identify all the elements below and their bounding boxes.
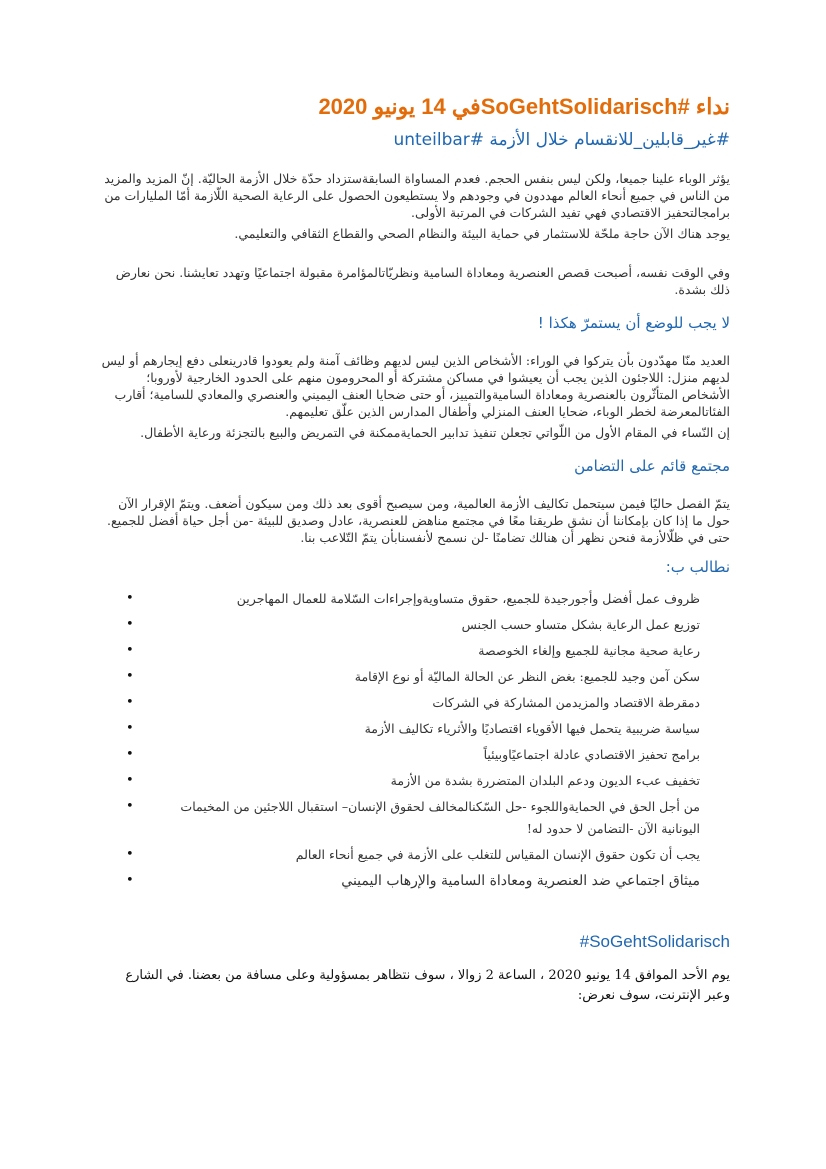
page-title: نداء #SoGehtSolidarischفي 14 يونيو 2020: [318, 94, 730, 119]
bullet-icon: •: [126, 873, 134, 888]
demand-item: [98, 844, 730, 866]
demand-item: [98, 666, 730, 688]
demand-text: ميثاق اجتماعي ضد العنصرية ومعاداة السامية والإرهاب اليميني: [341, 873, 700, 889]
situation-paragraph-1: العديد منّا مهدّدون بأن يتركوا في الوراء: الأشخاص الذين ليس لديهم وظائف آمنة ولم يعودوا قادرينعلى دفع إيجارهم أو ليس لديهم منزل: اللاجئون الذين يجب أن يعيشوا في مساكن مشتركة أو المحرومون منهم على الحدود الخارجية لأوروبا؛ الأشخاص المتأثّرون بالعنصرية ومعاداة الساميةوالتمييز، أو حتى ضحايا العنف اليميني والعنصري والمعادي للسامية؛ أقارب الفئاتالمعرضة لخطر الوباء، ضحايا العنف المنزلي وأطفال المدارس الذين علّق تعليمهم.: [101, 353, 730, 419]
bullet-icon: •: [126, 773, 134, 788]
demand-text: ظروف عمل أفضل وأجورجيدة للجميع، حقوق متساويةوإجراءات السّلامة للعمال المهاجرين: [236, 591, 700, 606]
intro-paragraph-1: يؤثر الوباء علينا جميعا، ولكن ليس بنفس الحجم. فعدم المساواة السابقةستزداد حدّة خلال الأزمة الحاليّة. إنّ المزيد والمزيد من الناس في جميع أنحاء العالم مهددون في وجودهم ولا يستطيعون الحصول على الرعاية الصحية اللّازمة أمّا المليارات من برامجالتحفيز الاقتصادي فهي تفيد الشركات في المرتبة الأولى.: [104, 171, 730, 220]
solidarity-paragraph: يتمّ الفصل حاليًا فيمن سيتحمل تكاليف الأزمة العالمية، ومن سيصبح أقوى بعد ذلك ومن سيكون أضعف. ويتمّ الإقرار الآن حول ما إذا كان بإمكاننا أن نشق طريقنا معًا في مجتمع مناهض للعنصرية، عادل وصديق للبيئة -من أجل حياة أفضل للجميع. حتى في ظلّالأزمة فنحن نظهر أن هنالك تضامنًا -لن نسمح لأنفسنابأن يتمّ التّلاعب بنا.: [107, 496, 730, 545]
bullet-icon: •: [126, 643, 134, 658]
demand-text: سكن آمن وجيد للجميع: بغض النظر عن الحالة الماليّة أو نوع الإقامة: [354, 669, 700, 684]
demand-item: [98, 744, 730, 766]
demand-text: يجب أن تكون حقوق الإنسان المقياس للتغلب على الأزمة في جميع أنحاء العالم: [295, 847, 700, 862]
closing-paragraph: يوم الأحد الموافق 14 يونيو 2020 ، الساعة 2 زوالا ، سوف نتظاهر بمسؤولية وعلى مسافة من بعضنا. في الشارع وعبر الإنترنت، سوف نعرض:: [125, 968, 730, 1003]
demand-item: [98, 870, 730, 892]
bullet-icon: •: [126, 721, 134, 736]
demand-text: دمقرطة الاقتصاد والمزيدمن المشاركة في الشركات: [432, 695, 700, 710]
demand-text: سياسة ضريبية يتحمل فيها الأقوياء اقتصاديًا والأثرياء تكاليف الأزمة: [364, 721, 700, 736]
page-subtitle: #غير_قابلين_للانقسام خلال الأزمة #unteilbar: [393, 130, 730, 150]
demand-text: من أجل الحق في الحمايةواللجوء -حل السّكنالمخالف لحقوق الإنسان– استقبال اللاجئين من المخيمات اليونانية الآن -التضامن لا حدود له!: [180, 799, 700, 836]
demand-item: [98, 614, 730, 636]
intro-paragraph-2: يوجد هناك الآن حاجة ملحّة للاستثمار في حماية البيئة والنظام الصحي والقطاع الثقافي والتعليمي.: [234, 226, 730, 241]
document-page: [98, 92, 730, 1019]
bullet-icon: •: [126, 669, 134, 684]
demand-text: توزيع عمل الرعاية بشكل متساو حسب الجنس: [461, 617, 700, 632]
section-heading-situation: لا يجب للوضع أن يستمرّ هكذا !: [537, 314, 730, 332]
demand-item: [98, 588, 730, 610]
hashtag: SoGehtSolidarisch#: [579, 932, 730, 951]
demand-text: رعاية صحية مجانية للجميع وإلغاء الخوصصة: [478, 643, 700, 658]
situation-paragraph-2: إن النّساء في المقام الأول من اللّواتي تجعلن تنفيذ تدابير الحمايةممكنة في التمريض والبيع بالتجزئة ورعاية الأطفال.: [140, 425, 730, 440]
bullet-icon: •: [126, 591, 134, 606]
intro-paragraph-3: وفي الوقت نفسه، أصبحت قصص العنصرية ومعاداة السامية ونظريّاتالمؤامرة مقبولة اجتماعيًا وتهدد تعايشنا. نحن نعارض ذلك بشدة.: [115, 265, 730, 297]
bullet-icon: •: [126, 847, 134, 862]
demands-heading: نطالب ب:: [665, 558, 730, 576]
demand-item: [98, 718, 730, 740]
demand-text: تخفيف عبء الديون ودعم البلدان المتضررة بشدة من الأزمة: [390, 773, 700, 788]
section-heading-solidarity: مجتمع قائم على التضامن: [574, 457, 730, 475]
bullet-icon: •: [126, 799, 134, 814]
demand-item: [98, 770, 730, 792]
demand-item: [98, 796, 730, 840]
demands-list: [98, 588, 730, 892]
demand-text: برامج تحفيز الاقتصادي عادلة اجتماعيًاوبيئياً: [483, 747, 700, 762]
demand-item: [98, 640, 730, 662]
demand-item: [98, 692, 730, 714]
bullet-icon: •: [126, 747, 134, 762]
bullet-icon: •: [126, 695, 134, 710]
bullet-icon: •: [126, 617, 134, 632]
